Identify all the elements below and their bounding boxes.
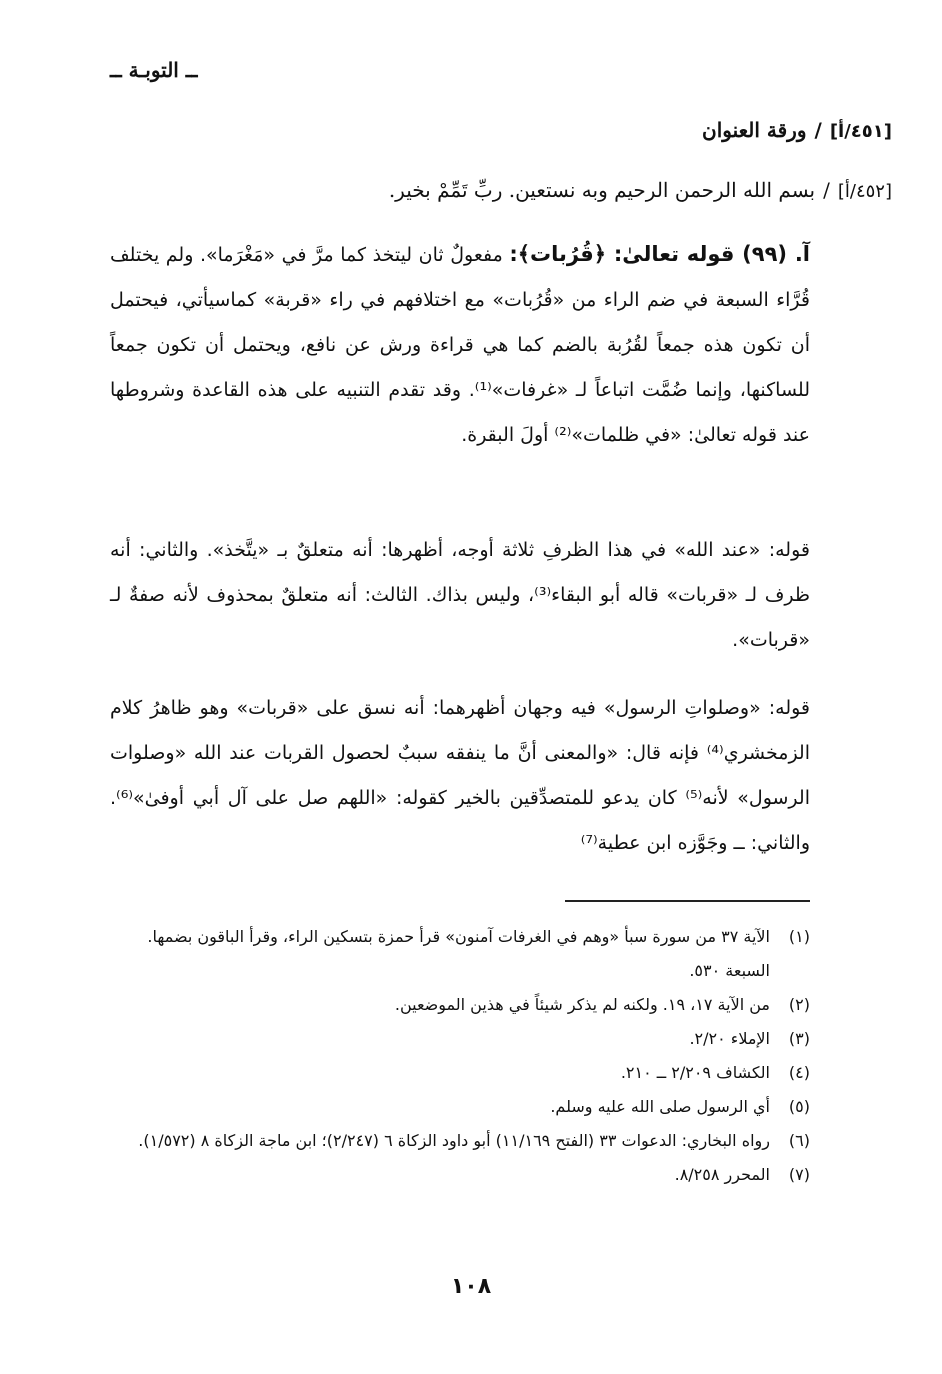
footnote-text: الكشاف ٢/٢٠٩ ــ ٢١٠. bbox=[620, 1063, 770, 1082]
footnote-number: (٧) bbox=[788, 1165, 810, 1184]
folio-reference: [٤٥١/أ] bbox=[829, 121, 892, 142]
footnote-text: الإملاء ٢/٢٠. bbox=[689, 1029, 770, 1048]
manuscript-ref-line bbox=[389, 178, 892, 202]
footnote-divider bbox=[565, 900, 810, 902]
footnote bbox=[110, 988, 810, 1022]
footnote bbox=[110, 1124, 810, 1158]
paragraph-text: قوله: «وصلواتِ الرسول» فيه وجهان أظهرهما: أنه نسق على «قربات» وهو ظاهرُ كلام الزمخشري⁽⁴⁾ فإنه قال: «والمعنى أنَّ ما ينفقه سببٌ لحصول القربات عند الله «وصلوات الرسول» لأنه⁽⁵⁾ كان يدعو للمتصدِّقين بالخير كقوله: «اللهم صل على آل أبي أوفىٰ»⁽⁶⁾. والثاني: ــ وجَوَّزه ابن عطية⁽⁷⁾ bbox=[110, 697, 810, 854]
running-head: ــ التوبـة ــ bbox=[110, 58, 198, 82]
footnotes bbox=[110, 920, 810, 1192]
footnote-number: (١) bbox=[788, 927, 810, 946]
manuscript-ref-line bbox=[702, 118, 892, 142]
footnote bbox=[110, 1022, 810, 1056]
paragraph-text: مفعولٌ ثان ليتخذ كما مرَّ في «مَغْرَما». ولم يختلف قُرَّاء السبعة في ضم الراء من «قُرُبات» مع اختلافهم في راء «قربة» كماسيأتي، فيحتمل أن تكون هذه جمعاً لقُرُبة بالضم كما هي قراءة ورش عن نافع، ويحتمل أن تكون جمعاً للساكنها، وإنما ضُمَّت اتباعاً لـ «غرفات»⁽¹⁾. وقد تقدم التنبيه على هذه القاعدة وشروطها عند قوله تعالىٰ: «في ظلمات»⁽²⁾ أولَ البقرة. bbox=[110, 244, 810, 446]
folio-separator: / bbox=[814, 118, 822, 142]
folio-text: ورقة العنوان bbox=[702, 118, 807, 142]
footnote-text: المحرر ٨/٢٥٨. bbox=[674, 1165, 770, 1184]
footnote-number: (٦) bbox=[788, 1131, 810, 1150]
footnote bbox=[110, 1090, 810, 1124]
folio-text: بسم الله الرحمن الرحيم وبه نستعين. ربِّ تَمِّمْ بخير. bbox=[388, 178, 816, 202]
folio-separator: / bbox=[823, 178, 830, 202]
verse-heading: آ. (٩٩) قوله تعالىٰ: ﴿قُرُبات﴾: bbox=[509, 242, 810, 266]
footnote-text: أي الرسول صلى الله عليه وسلم. bbox=[550, 1097, 770, 1116]
footnote-number: (٢) bbox=[788, 995, 810, 1014]
footnote bbox=[110, 1056, 810, 1090]
folio-reference: [٤٥٢/أ] bbox=[837, 181, 892, 202]
footnote-number: (٤) bbox=[788, 1063, 810, 1082]
footnote-number: (٣) bbox=[788, 1029, 810, 1048]
body-paragraph bbox=[110, 528, 810, 663]
paragraph-text: قوله: «عند الله» في هذا الظرفِ ثلاثة أوجه، أظهرها: أنه متعلقٌ بـ «يتَّخذ». والثاني: أنه ظرف لـ «قربات» قاله أبو البقاء⁽³⁾، وليس بذاك. الثالث: أنه متعلقٌ بمحذوف لأنه صفةٌ لـ «قربات». bbox=[110, 539, 810, 651]
footnote bbox=[110, 920, 810, 988]
footnote-number: (٥) bbox=[788, 1097, 810, 1116]
footnote-text: من الآية ١٧، ١٩. ولكنه لم يذكر شيئاً في هذين الموضعين. bbox=[394, 995, 770, 1014]
body-paragraph bbox=[110, 232, 810, 458]
page-number: ١٠٨ bbox=[450, 1274, 492, 1299]
footnote-text: الآية ٣٧ من سورة سبأ «وهم في الغرفات آمنون» قرأ حمزة بتسكين الراء، وقرأ الباقون بضمها. السبعة ٥٣٠. bbox=[147, 927, 770, 980]
footnote bbox=[110, 1158, 810, 1192]
footnote-text: رواه البخاري: الدعوات ٣٣ (الفتح ١١/١٦٩) أبو داود الزكاة ٦ (٢/٢٤٧)؛ ابن ماجة الزكاة ٨ (١/٥٧٢). bbox=[138, 1131, 770, 1150]
body-paragraph bbox=[110, 686, 810, 866]
